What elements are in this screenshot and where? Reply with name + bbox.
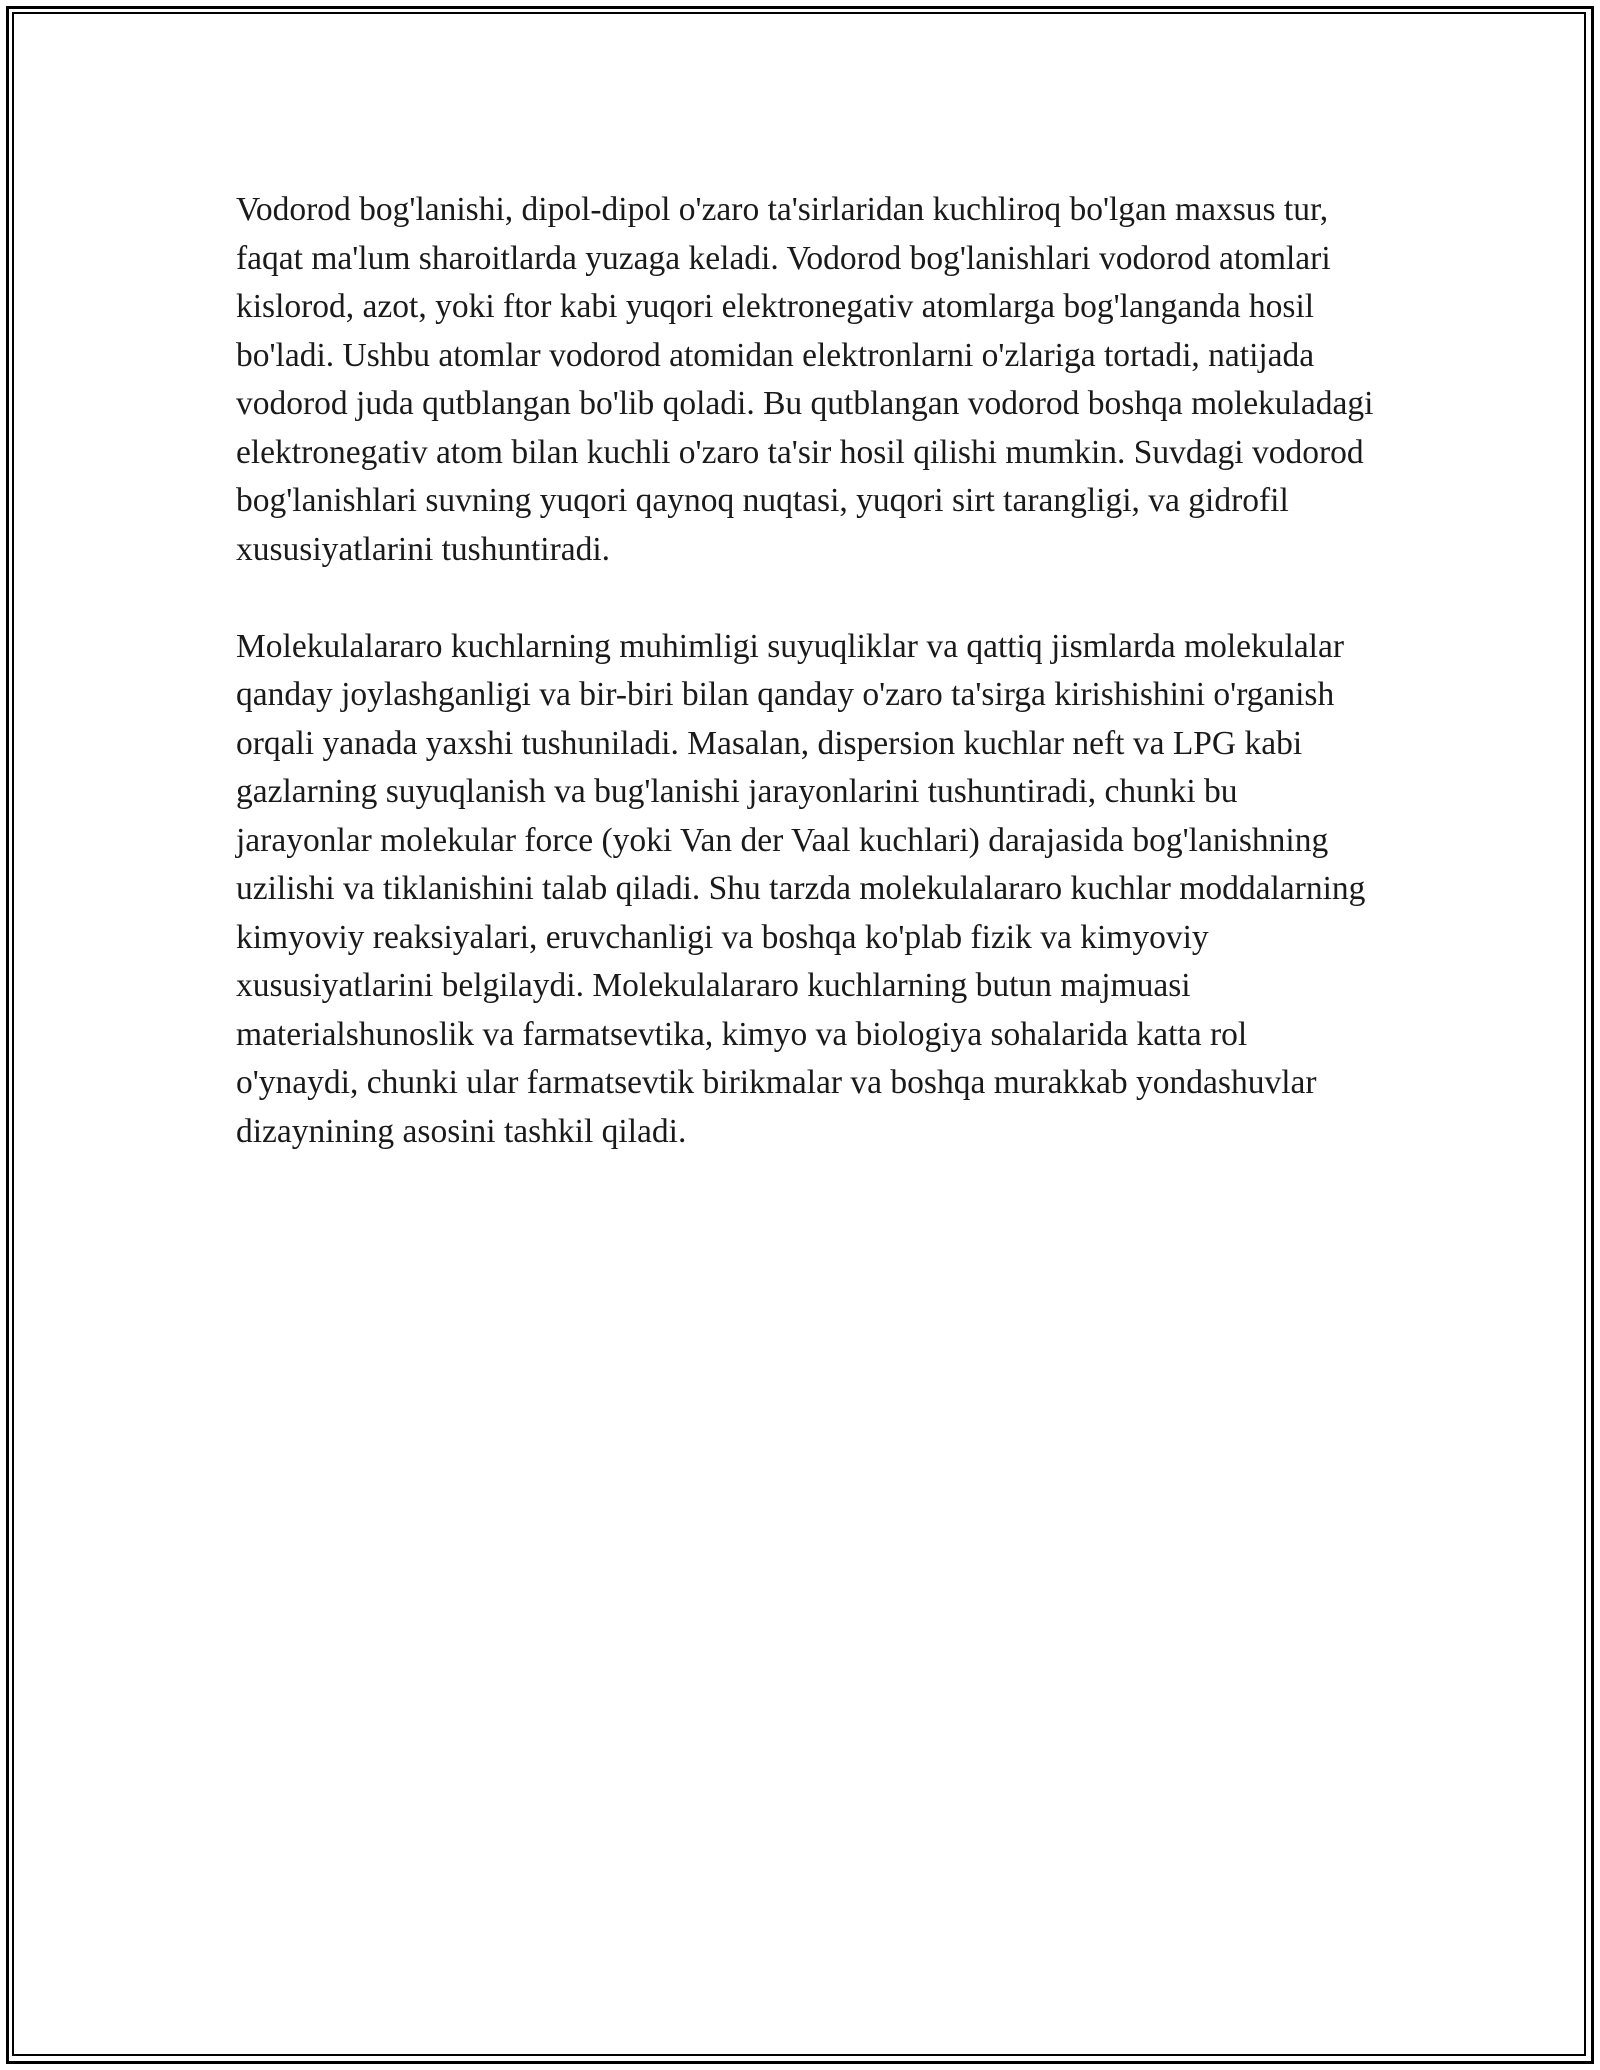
document-body [236,186,1376,1205]
paragraph-intermolecular-forces: Molekulalararo kuchlarning muhimligi suyuqliklar va qattiq jismlarda molekulalar qanday joylashganligi va bir-biri bilan qanday o'zaro ta'sirga kirishishini o'rganish orqali yanada yaxshi tushuniladi. Masalan, dispersion kuchlar neft va LPG kabi gazlarning suyuqlanish va bug'lanishi jarayonlarini tushuntiradi, chunki bu jarayonlar molekular force (yoki Van der Vaal kuchlari) darajasida bog'lanishning uzilishi va tiklanishini talab qiladi. Shu tarzda molekulalararo kuchlar moddalarning kimyoviy reaksiyalari, eruvchanligi va boshqa ko'plab fizik va kimyoviy xususiyatlarini belgilaydi. Molekulalararo kuchlarning butun majmuasi materialshunoslik va farmatsevtika, kimyo va biologiya sohalarida katta rol o'ynaydi, chunki ular farmatsevtik birikmalar va boshqa murakkab yondashuvlar dizaynining asosini tashkil qiladi. [236,627,1366,1150]
paragraph-hydrogen-bonding: Vodorod bog'lanishi, dipol-dipol o'zaro ta'sirlaridan kuchliroq bo'lgan maxsus tur, faqat ma'lum sharoitlarda yuzaga keladi. Vodorod bog'lanishlari vodorod atomlari kislorod, azot, yoki ftor kabi yuqori elektronegativ atomlarga bog'langanda hosil bo'ladi. Ushbu atomlar vodorod atomidan elektronlarni o'zlariga tortadi, natijada vodorod juda qutblangan bo'lib qoladi. Bu qutblangan vodorod boshqa molekuladagi elektronegativ atom bilan kuchli o'zaro ta'sir hosil qilishi mumkin. Suvdagi vodorod bog'lanishlari suvning yuqori qaynoq nuqtasi, yuqori sirt tarangligi, va gidrofil xususiyatlarini tushuntiradi. [236,191,1374,568]
